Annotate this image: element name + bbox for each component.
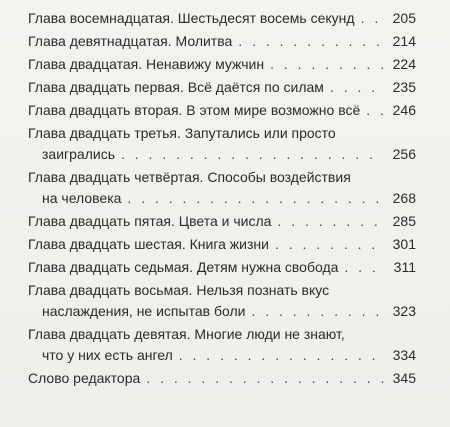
toc-entry <box>28 77 416 98</box>
table-of-contents <box>28 8 416 391</box>
toc-entry-line <box>28 144 416 165</box>
dot-leader <box>344 257 384 278</box>
toc-entry-title: Глава двадцать четвёртая. Способы воздействия <box>28 169 351 185</box>
toc-entry <box>28 8 416 29</box>
toc-entry-title: на человека <box>42 190 122 206</box>
toc-entry-title: Глава девятнадцатая. Молитва <box>28 33 233 49</box>
toc-entry-line <box>28 211 416 232</box>
toc-page-number: 224 <box>392 56 416 72</box>
toc-entry-line <box>28 31 416 52</box>
toc-page-number: 285 <box>392 213 416 229</box>
toc-entry-line <box>28 301 416 322</box>
toc-entry-line <box>28 188 416 209</box>
toc-page-number: 268 <box>392 190 416 206</box>
toc-entry <box>28 31 416 52</box>
toc-entry-title: Глава двадцать восьмая. Нельзя познать вкус <box>28 282 330 298</box>
toc-entry <box>28 167 416 209</box>
toc-page-number: 205 <box>392 10 416 26</box>
toc-entry-title: Глава двадцать вторая. В этом мире возможно всё <box>28 102 361 118</box>
toc-entry-title: Глава двадцать девятая. Многие люди не знают, <box>28 326 345 342</box>
toc-entry-line <box>28 324 416 345</box>
dot-leader <box>121 144 384 165</box>
toc-page-number: 345 <box>392 370 416 386</box>
toc-entry-title: Глава двадцать пятая. Цвета и числа <box>28 213 272 229</box>
dot-leader <box>127 188 384 209</box>
dot-leader <box>146 368 384 389</box>
toc-page-number: 311 <box>393 259 416 275</box>
toc-entry-title: что у них есть ангел <box>42 347 173 363</box>
toc-entry-line <box>28 8 416 29</box>
toc-entry-title: Глава двадцать седьмая. Детям нужна свобода <box>28 259 339 275</box>
toc-page-number: 334 <box>392 347 416 363</box>
toc-entry-line <box>28 280 416 301</box>
toc-entry-line <box>28 77 416 98</box>
toc-entry <box>28 123 416 165</box>
dot-leader <box>366 100 384 121</box>
toc-entry-title: наслаждения, не испытав боли <box>42 303 246 319</box>
toc-entry-line <box>28 54 416 75</box>
toc-page-number: 214 <box>392 33 416 49</box>
toc-entry-line <box>28 100 416 121</box>
toc-page-number: 246 <box>392 102 416 118</box>
toc-entry-line <box>28 234 416 255</box>
dot-leader <box>275 234 384 255</box>
toc-entry <box>28 324 416 366</box>
toc-entry <box>28 234 416 255</box>
toc-entry <box>28 257 416 278</box>
dot-leader <box>361 8 384 29</box>
toc-entry-line <box>28 167 416 188</box>
toc-entry-line <box>28 123 416 144</box>
dot-leader <box>251 301 384 322</box>
toc-entry-line <box>28 257 416 278</box>
toc-entry <box>28 280 416 322</box>
dot-leader <box>330 77 384 98</box>
dot-leader <box>238 31 384 52</box>
toc-page-number: 235 <box>392 79 416 95</box>
toc-entry <box>28 211 416 232</box>
toc-entry <box>28 54 416 75</box>
toc-entry <box>28 100 416 121</box>
toc-entry-title: Глава двадцать первая. Всё даётся по силам <box>28 79 324 95</box>
dot-leader <box>179 345 384 366</box>
toc-page-number: 301 <box>392 236 416 252</box>
toc-entry-title: заигрались <box>42 146 115 162</box>
toc-entry-title: Глава восемнадцатая. Шестьдесят восемь секунд <box>28 10 355 26</box>
toc-entry-title: Глава двадцать шестая. Книга жизни <box>28 236 269 252</box>
toc-page-number: 256 <box>392 146 416 162</box>
toc-entry-line <box>28 368 416 389</box>
toc-entry-title: Глава двадцатая. Ненавижу мужчин <box>28 56 265 72</box>
toc-page-number: 323 <box>392 303 416 319</box>
toc-entry <box>28 368 416 389</box>
toc-entry-title: Слово редактора <box>28 370 141 386</box>
dot-leader <box>277 211 384 232</box>
toc-entry-line <box>28 345 416 366</box>
dot-leader <box>270 54 384 75</box>
toc-entry-title: Глава двадцать третья. Запутались или просто <box>28 125 336 141</box>
